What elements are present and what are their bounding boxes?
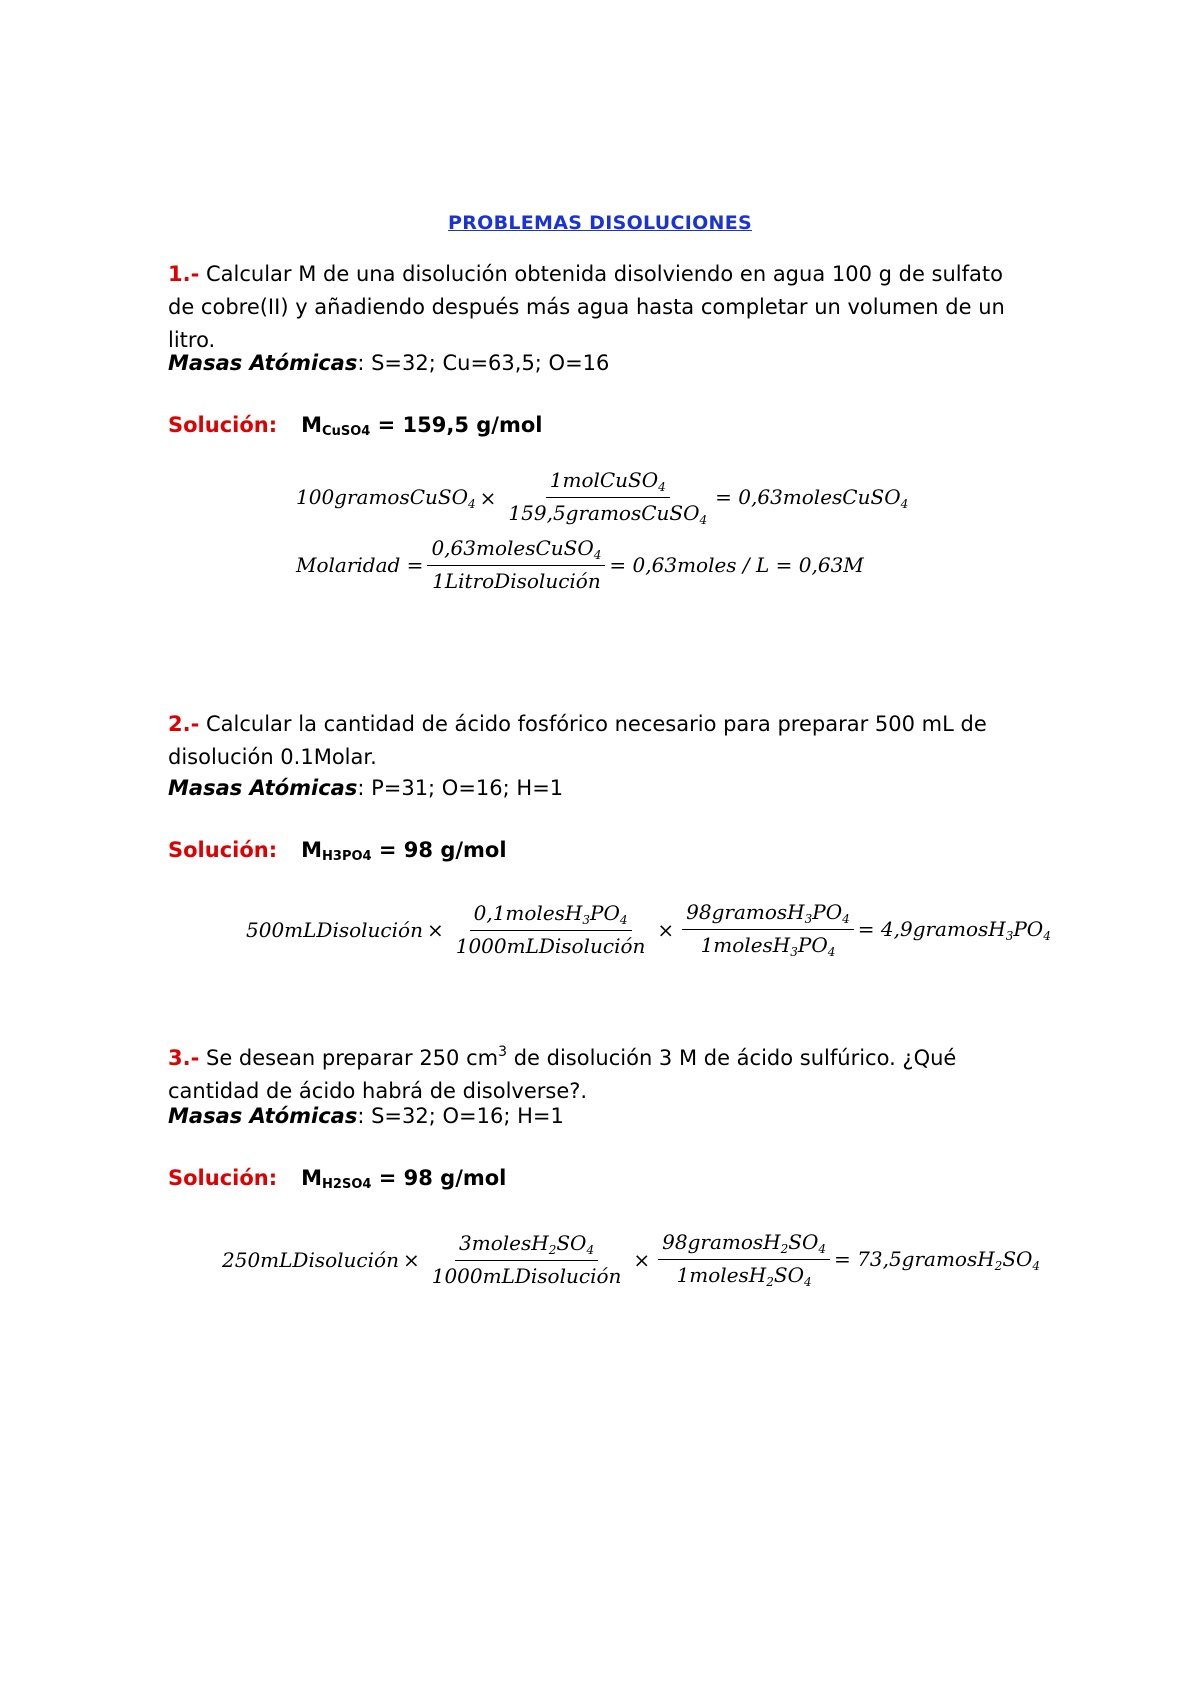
problem-2-equation: 500mLDisolución × $\frac{0,1molesH_3PO_4}{\text{1000mLDisolución}}$ × $\frac{98gramosH_3PO_4}{1molesH_3PO_4}$ = $4,9gramosH_3PO_4$ (246, 900, 1051, 959)
problem-1-statement: 1.- Calcular M de una disolución obtenida disolviendo en agua 100 g de sulfato de cobre(II) y añadiendo después más agua hasta completar un volumen de un litro. (168, 262, 1005, 352)
problem-3-number: 3.- (168, 1046, 200, 1070)
problem-2-statement: 2.- Calcular la cantidad de ácido fosfórico necesario para preparar 500 mL de disolución 0.1Molar. (168, 712, 987, 769)
problem-2-solution-header: Solución: $M_{H3PO4} = 98$ g/mol (168, 838, 507, 864)
problem-1-equation-2: Molaridad = $\frac{0,63molesCuSO_4}{\text{1LitroDisolución}}$ = 0,63moles / L = 0,63M (296, 536, 864, 593)
problem-1-number: 1.- (168, 262, 200, 286)
problem-1-atomic-masses: Masas Atómicas: S=32; Cu=63,5; O=16 (168, 351, 610, 375)
problem-3-atomic-masses: Masas Atómicas: S=32; O=16; H=1 (168, 1104, 564, 1128)
problem-3-solution-header: Solución: $M_{H2SO4} = 98$ g/mol (168, 1166, 507, 1192)
problem-3-equation: 250mLDisolución × $\frac{3molesH_2SO_4}{\text{1000mLDisolución}}$ × $\frac{98gramosH_2SO_4}{1molesH_2SO_4}$ = $73,5gramosH_2SO_4$ (222, 1230, 1041, 1289)
problem-1-equation-1: 100gramosCuSO$_4$ × $\frac{1molCuSO_4}{159,5gramosCuSO_4}$ = 0,63molesCuSO$_4$ (296, 468, 909, 527)
problem-2-number: 2.- (168, 712, 200, 736)
problem-3-statement: 3.- Se desean preparar 250 $cm^3$ de disolución 3 M de ácido sulfúrico. ¿Qué cantidad de ácido habrá de disolverse?. (168, 1044, 957, 1103)
page-title: PROBLEMAS DISOLUCIONES (447, 212, 753, 234)
problem-2-atomic-masses: Masas Atómicas: P=31; O=16; H=1 (168, 776, 564, 800)
problem-1-solution-header: Solución: $M_{CuSO4} = 159,5$ g/mol (168, 413, 543, 439)
